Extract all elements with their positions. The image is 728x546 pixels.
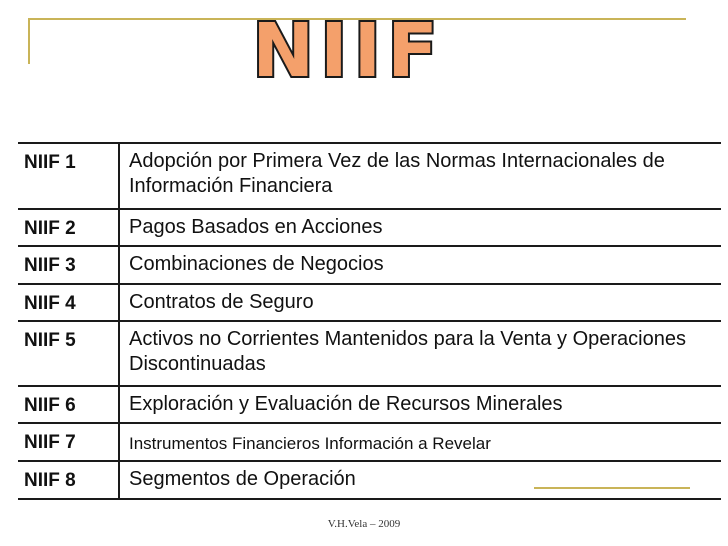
niif-name: Pagos Basados en Acciones xyxy=(119,209,721,246)
niif-name: Instrumentos Financieros Información a Revelar xyxy=(119,423,721,460)
niif-code: NIIF 7 xyxy=(18,423,119,460)
table-row xyxy=(18,144,721,209)
niif-code: NIIF 2 xyxy=(18,209,119,246)
niif-name: Combinaciones de Negocios xyxy=(119,246,721,283)
footer-credit: V.H.Vela – 2009 xyxy=(327,518,401,530)
niif-name: Exploración y Evaluación de Recursos Minerales xyxy=(119,386,721,423)
title-text: NIIF xyxy=(252,12,444,90)
table-row xyxy=(18,423,721,460)
decorative-bottom-line xyxy=(534,487,690,489)
niif-code: NIIF 3 xyxy=(18,246,119,283)
niif-name: Contratos de Seguro xyxy=(119,284,721,321)
table-row xyxy=(18,209,721,246)
table-row xyxy=(18,461,721,498)
niif-code: NIIF 8 xyxy=(18,461,119,498)
page-title xyxy=(218,12,478,90)
decorative-left-line xyxy=(28,18,30,64)
niif-code: NIIF 1 xyxy=(18,144,119,209)
niif-code: NIIF 6 xyxy=(18,386,119,423)
niif-code: NIIF 4 xyxy=(18,284,119,321)
table-row xyxy=(18,321,721,386)
title-wordart xyxy=(218,12,478,90)
niif-code: NIIF 5 xyxy=(18,321,119,386)
niif-table xyxy=(18,142,721,500)
table-row xyxy=(18,386,721,423)
table-row xyxy=(18,246,721,283)
table-row xyxy=(18,284,721,321)
niif-name: Adopción por Primera Vez de las Normas Internacionales de Información Financiera xyxy=(119,144,721,209)
niif-name: Activos no Corrientes Mantenidos para la Venta y Operaciones Discontinuadas xyxy=(119,321,721,386)
niif-name: Segmentos de Operación xyxy=(129,467,356,490)
